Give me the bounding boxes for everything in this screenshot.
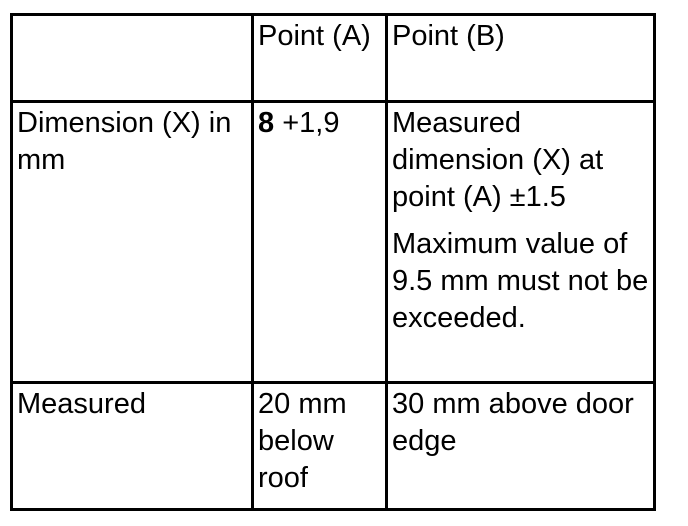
header-row bbox=[12, 15, 655, 102]
measured-point-a: 20 mm below roof bbox=[253, 383, 387, 510]
dimension-tolerance: +1,9 bbox=[274, 107, 340, 139]
row-label-measured: Measured bbox=[12, 383, 253, 510]
dimension-nominal-value: 8 bbox=[258, 107, 275, 139]
header-empty-cell bbox=[12, 15, 253, 102]
dimension-point-b-limit: Maximum value of 9.5 mm must not be exceeded. bbox=[392, 228, 649, 334]
spec-table bbox=[10, 13, 656, 511]
measured-point-b: 30 mm above door edge bbox=[387, 383, 655, 510]
header-point-a: Point (A) bbox=[253, 15, 387, 102]
dimension-point-b-text: Measured dimension (X) at point (A) ±1.5 bbox=[392, 107, 604, 213]
table-row bbox=[12, 102, 655, 383]
table-row bbox=[12, 383, 655, 510]
dimension-point-b-cell bbox=[387, 102, 655, 383]
header-point-b: Point (B) bbox=[387, 15, 655, 102]
row-label-dimension: Dimension (X) in mm bbox=[12, 102, 253, 383]
dimension-point-a-cell bbox=[253, 102, 387, 383]
